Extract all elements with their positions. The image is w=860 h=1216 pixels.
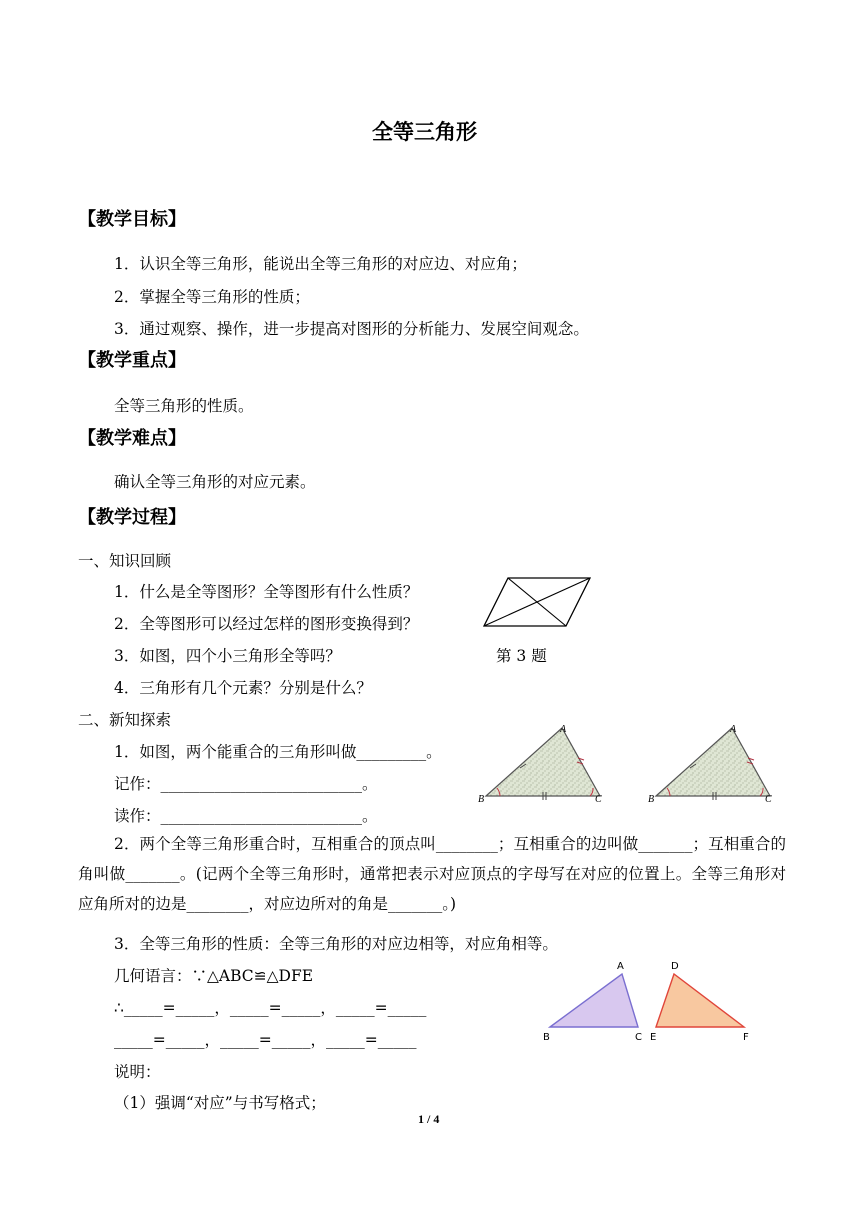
review-heading: 一、知识回顾	[78, 552, 172, 570]
difficulty-text: 确认全等三角形的对应元素。	[114, 473, 316, 491]
parallelogram-figure	[482, 574, 594, 630]
figure-caption: 第 3 题	[496, 647, 547, 665]
note-label: 说明：	[114, 1063, 161, 1081]
section-heading-key: 【教学重点】	[78, 350, 186, 371]
left-label-c: C	[595, 794, 602, 805]
label-b: B	[543, 1032, 550, 1043]
section-heading-difficulty: 【教学难点】	[78, 428, 186, 449]
review-item-4: 4．三角形有几个元素？分别是什么？	[114, 679, 372, 697]
note-item-1: （1）强调“对应”与书写格式；	[114, 1094, 326, 1112]
label-c: C	[635, 1032, 642, 1043]
review-item-1: 1．什么是全等图形？全等图形有什么性质？	[114, 583, 419, 601]
left-label-a: A	[560, 724, 567, 735]
goal-item-1: 1．认识全等三角形，能说出全等三角形的对应边、对应角；	[114, 255, 527, 273]
right-label-a: A	[730, 724, 737, 735]
review-item-3: 3．如图，四个小三角形全等吗？	[114, 647, 341, 665]
label-f: F	[743, 1032, 749, 1043]
right-label-b: B	[648, 794, 655, 805]
label-a: A	[617, 961, 624, 972]
geo-line-2: ∴_____=_____，_____=_____，_____=_____	[114, 999, 427, 1017]
congruent-triangles-figure	[474, 718, 784, 810]
label-d: D	[671, 961, 679, 972]
explore-heading: 二、新知探索	[78, 711, 172, 729]
left-label-b: B	[478, 794, 485, 805]
page-title: 全等三角形	[372, 120, 477, 144]
goal-item-3: 3．通过观察、操作，进一步提高对图形的分析能力、发展空间观念。	[114, 320, 589, 338]
label-e: E	[650, 1032, 657, 1043]
section-heading-goals: 【教学目标】	[78, 209, 186, 230]
review-item-2: 2．全等图形可以经过怎样的图形变换得到？	[114, 615, 419, 633]
right-label-c: C	[765, 794, 772, 805]
goal-item-2: 2．掌握全等三角形的性质；	[114, 288, 310, 306]
geo-line-1: 几何语言：∵△ABC≌△DFE	[114, 967, 314, 985]
geo-line-3: _____=_____，_____=_____，_____=_____	[114, 1031, 417, 1049]
explore-q1-line1: 1．如图，两个能重合的三角形叫做_________。	[114, 743, 442, 761]
explore-q2-paragraph	[78, 829, 786, 919]
colored-triangles-figure	[540, 956, 760, 1046]
explore-q2-text: 2．两个全等三角形重合时，互相重合的顶点叫________；互相重合的边叫做_______；互相重合的角叫做_______。(记两个全等三角形时，通常把表示对应顶点的字母写在对应的位置上。全等三角形对应角所对的边是________，对应边所对的角是_______。)	[78, 835, 786, 913]
explore-q3-text: 3．全等三角形的性质：全等三角形的对应边相等，对应角相等。	[114, 935, 558, 953]
explore-q1-line3: 读作：__________________________。	[114, 807, 378, 825]
key-point-text: 全等三角形的性质。	[114, 397, 254, 415]
section-heading-process: 【教学过程】	[78, 507, 186, 528]
page-number: 1 / 4	[418, 1112, 440, 1126]
explore-q1-line2: 记作：__________________________。	[114, 775, 378, 793]
